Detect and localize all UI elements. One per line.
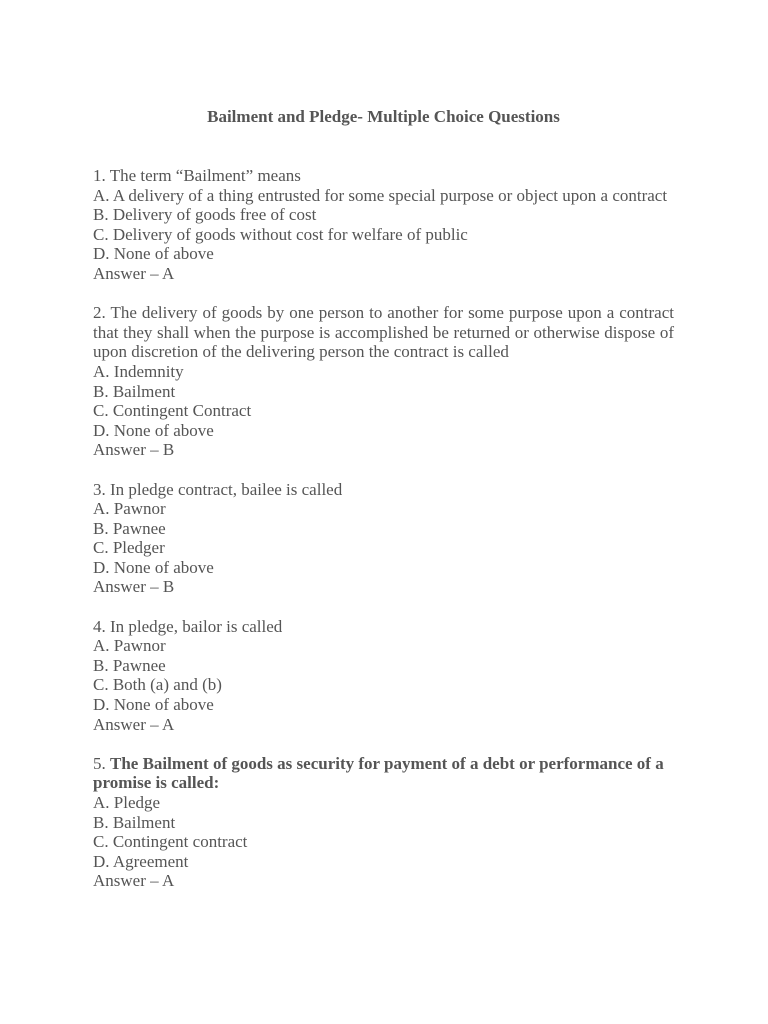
- question-1-option-c: C. Delivery of goods without cost for welfare of public: [93, 224, 468, 244]
- question-5-text: [93, 754, 674, 793]
- question-5-prompt: The Bailment of goods as security for payment of a debt or performance of a promise is called:: [93, 753, 664, 793]
- question-4-text: [93, 617, 674, 637]
- question-1-option-a: A. A delivery of a thing entrusted for some special purpose or object upon a contract: [93, 185, 668, 205]
- question-1: [93, 166, 674, 284]
- question-2-option-b: B. Bailment: [93, 381, 176, 401]
- question-4-number: 4.: [93, 616, 106, 636]
- question-3-option-c: C. Pledger: [93, 538, 165, 558]
- question-4-answer: Answer – A: [93, 714, 175, 734]
- question-2-option-c: C. Contingent Contract: [93, 401, 252, 421]
- question-5-answer: Answer – A: [93, 871, 175, 891]
- question-2-option-a: A. Indemnity: [93, 361, 184, 381]
- page-title: Bailment and Pledge- Multiple Choice Questions: [207, 107, 560, 126]
- question-3-option-b: B. Pawnee: [93, 518, 166, 538]
- question-5-option-a: A. Pledge: [93, 793, 161, 812]
- question-1-text: [93, 166, 674, 186]
- question-2-answer: Answer – B: [93, 440, 175, 460]
- question-5: [93, 754, 674, 891]
- question-3-number: 3.: [93, 479, 106, 499]
- question-1-answer: Answer – A: [93, 263, 175, 283]
- question-4-prompt: In pledge, bailor is called: [110, 616, 283, 636]
- question-1-option-b: B. Delivery of goods free of cost: [93, 205, 317, 225]
- question-1-prompt: The term “Bailment” means: [109, 166, 301, 185]
- question-3-option-a: A. Pawnor: [93, 499, 166, 519]
- question-4-option-b: B. Pawnee: [93, 655, 166, 675]
- question-1-option-d: D. None of above: [93, 244, 214, 264]
- question-4-option-a: A. Pawnor: [93, 636, 166, 656]
- question-2-prompt: The delivery of goods by one person to another for some purpose upon a contract that they shall when the purpose is accomplished be returned or otherwise dispose of upon discretion of the delivering person the contract is called: [93, 303, 674, 362]
- question-4: [93, 617, 674, 735]
- question-5-option-c: C. Contingent contract: [93, 832, 248, 852]
- question-4-option-d: D. None of above: [93, 695, 214, 715]
- question-5-option-d: D. Agreement: [93, 851, 189, 871]
- question-2: [93, 303, 674, 460]
- question-4-option-c: C. Both (a) and (b): [93, 675, 222, 695]
- question-2-text: [93, 303, 674, 362]
- question-3-answer: Answer – B: [93, 577, 175, 597]
- question-5-option-b: B. Bailment: [93, 812, 176, 832]
- question-2-option-d: D. None of above: [93, 420, 214, 440]
- question-2-number: 2.: [93, 303, 106, 323]
- question-3: [93, 480, 674, 598]
- question-list: [93, 166, 674, 911]
- question-3-text: [93, 480, 674, 500]
- question-3-option-d: D. None of above: [93, 557, 214, 577]
- question-5-number: 5.: [93, 753, 106, 773]
- question-1-number: 1.: [93, 166, 106, 185]
- question-3-prompt: In pledge contract, bailee is called: [110, 479, 343, 499]
